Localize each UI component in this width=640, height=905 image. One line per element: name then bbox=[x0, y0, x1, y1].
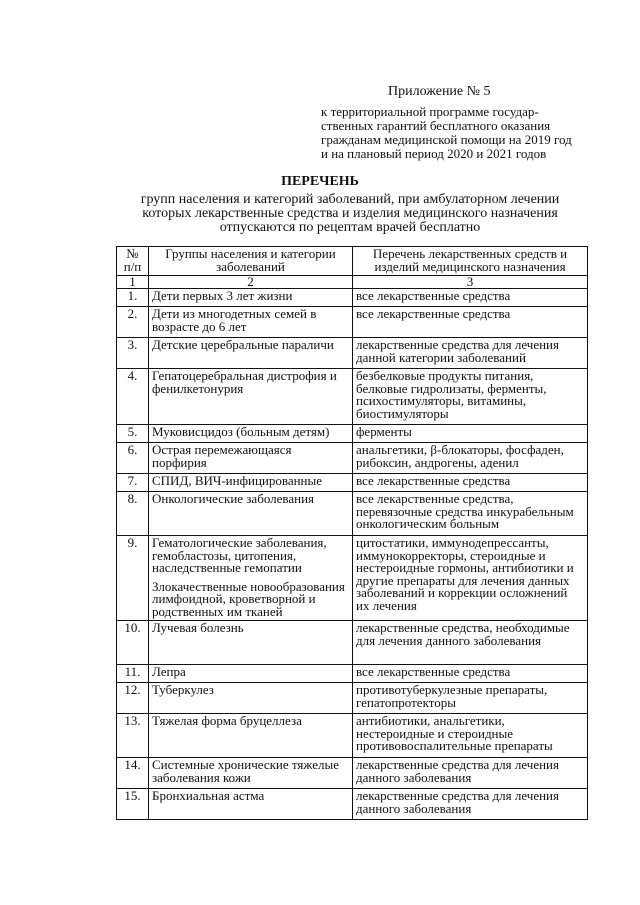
row-group: Дети первых 3 лет жизни bbox=[149, 289, 353, 307]
table-row bbox=[117, 536, 588, 621]
row-number: 15. bbox=[117, 789, 149, 820]
program-line: ственных гарантий бесплатного оказания bbox=[321, 118, 551, 133]
row-drugs: антибиотики, анальгетики, нестероидные и стероидные противовоспалительные препараты bbox=[353, 714, 588, 758]
row-drugs: анальгетики, β-блокаторы, фосфаден, рибоксин, андрогены, аденил bbox=[353, 443, 588, 474]
table-row bbox=[117, 474, 588, 492]
row-group bbox=[149, 536, 353, 621]
column-number: 1 bbox=[117, 276, 149, 289]
table-row bbox=[117, 492, 588, 536]
row-number: 10. bbox=[117, 621, 149, 665]
table-row bbox=[117, 443, 588, 474]
subtitle-line: которых лекарственные средства и изделия медицинского назначения bbox=[142, 206, 558, 221]
row-group: СПИД, ВИЧ-инфицированные bbox=[149, 474, 353, 492]
row-drugs: ферменты bbox=[353, 425, 588, 443]
document-subtitle bbox=[0, 193, 640, 235]
column-number: 2 bbox=[149, 276, 353, 289]
row-drugs: все лекарственные средства bbox=[353, 665, 588, 683]
row-number: 14. bbox=[117, 758, 149, 789]
row-number: 9. bbox=[117, 536, 149, 621]
table-row bbox=[117, 621, 588, 665]
row-drugs: все лекарственные средства, перевязочные средства инкурабельным онкологическим больным bbox=[353, 492, 588, 536]
row-number: 6. bbox=[117, 443, 149, 474]
table-row bbox=[117, 714, 588, 758]
table-row bbox=[117, 665, 588, 683]
row-drugs: все лекарственные средства bbox=[353, 307, 588, 338]
row-drugs: цитостатики, иммунодепрессанты, иммунокорректоры, стероидные и нестероидные гормоны, антибиотики и другие препараты для лечения данных заболеваний и коррекции осложнений их лечения bbox=[353, 536, 588, 621]
header-drugs: Перечень лекарственных средств и изделий медицинского назначения bbox=[353, 247, 588, 276]
row-group: Системные хронические тяжелые заболевания кожи bbox=[149, 758, 353, 789]
row-number: 13. bbox=[117, 714, 149, 758]
table-row bbox=[117, 289, 588, 307]
table-row bbox=[117, 338, 588, 369]
row-number: 11. bbox=[117, 665, 149, 683]
row-number: 4. bbox=[117, 369, 149, 425]
document-title: ПЕРЕЧЕНЬ bbox=[281, 174, 359, 189]
row-drugs: лекарственные средства для лечения данного заболевания bbox=[353, 758, 588, 789]
row-drugs: лекарственные средства, необходимые для лечения данного заболевания bbox=[353, 621, 588, 665]
table-header-row bbox=[117, 247, 588, 276]
column-number: 3 bbox=[353, 276, 588, 289]
table-row bbox=[117, 369, 588, 425]
row-group: Тяжелая форма бруцеллеза bbox=[149, 714, 353, 758]
subtitle-line: групп населения и категорий заболеваний, при амбулаторном лечении bbox=[140, 192, 560, 207]
row-drugs: лекарственные средства для лечения данного заболевания bbox=[353, 789, 588, 820]
row-group: Гепатоцеребральная дистрофия и фенилкетонурия bbox=[149, 369, 353, 425]
row-group-main: Гематологические заболевания, гемобластозы, цитопения, наследственные гемопатии bbox=[152, 535, 327, 575]
row-drugs: лекарственные средства для лечения данной категории заболеваний bbox=[353, 338, 588, 369]
program-reference bbox=[321, 105, 611, 161]
row-drugs: безбелковые продукты питания, белковые гидролизаты, ферменты, психостимуляторы, витамины, биостимуляторы bbox=[353, 369, 588, 425]
program-line: и на плановый период 2020 и 2021 годов bbox=[321, 146, 547, 161]
header-groups: Группы населения и категории заболеваний bbox=[149, 247, 353, 276]
column-numbers-row bbox=[117, 276, 588, 289]
row-number: 7. bbox=[117, 474, 149, 492]
row-drugs: все лекарственные средства bbox=[353, 474, 588, 492]
row-number: 5. bbox=[117, 425, 149, 443]
row-group-extra: Злокачественные новообразования лимфоидной, кроветворной и родственных им тканей bbox=[152, 578, 345, 619]
row-group: Туберкулез bbox=[149, 683, 353, 714]
program-line: к территориальной программе государ- bbox=[321, 104, 539, 119]
row-number: 3. bbox=[117, 338, 149, 369]
row-group: Онкологические заболевания bbox=[149, 492, 353, 536]
table-row bbox=[117, 307, 588, 338]
table-row bbox=[117, 789, 588, 820]
row-group: Детские церебральные параличи bbox=[149, 338, 353, 369]
row-group: Лучевая болезнь bbox=[149, 621, 353, 665]
row-group: Острая перемежающаяся порфирия bbox=[149, 443, 353, 474]
row-number: 8. bbox=[117, 492, 149, 536]
subtitle-line: отпускаются по рецептам врачей бесплатно bbox=[219, 220, 481, 235]
table-row bbox=[117, 758, 588, 789]
appendix-label: Приложение № 5 bbox=[388, 84, 491, 99]
header-num: № п/п bbox=[117, 247, 149, 276]
row-group: Дети из многодетных семей в возрасте до 6 лет bbox=[149, 307, 353, 338]
row-number: 12. bbox=[117, 683, 149, 714]
row-drugs: противотуберкулезные препараты, гепатопротекторы bbox=[353, 683, 588, 714]
row-drugs: все лекарственные средства bbox=[353, 289, 588, 307]
drug-list-table bbox=[116, 246, 588, 820]
program-line: гражданам медицинской помощи на 2019 год bbox=[321, 132, 572, 147]
row-number: 1. bbox=[117, 289, 149, 307]
row-group: Муковисцидоз (больным детям) bbox=[149, 425, 353, 443]
row-number: 2. bbox=[117, 307, 149, 338]
table-row bbox=[117, 683, 588, 714]
row-group: Лепра bbox=[149, 665, 353, 683]
row-group: Бронхиальная астма bbox=[149, 789, 353, 820]
table-row bbox=[117, 425, 588, 443]
